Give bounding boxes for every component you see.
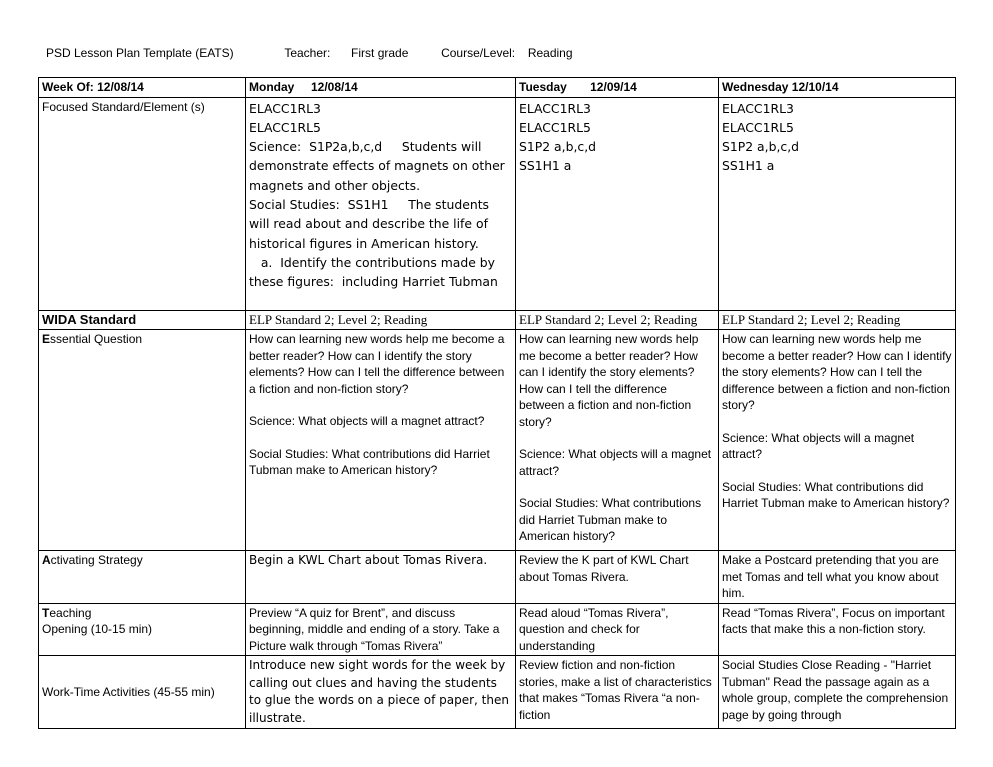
standard-line: ELACC1RL5 bbox=[722, 119, 794, 135]
question-paragraph: How can learning new words help me become a better reader? How can I identify the story elements? How can I tell the difference between a fiction and non-fiction story? bbox=[249, 332, 505, 396]
worktime-row bbox=[39, 656, 956, 729]
teacher-value: First grade bbox=[351, 46, 409, 60]
essential-question-label bbox=[39, 330, 246, 551]
wida-row bbox=[39, 310, 956, 330]
wednesday-header: Wednesday 12/10/14 bbox=[719, 78, 956, 98]
tuesday-essential-cell bbox=[516, 330, 719, 551]
wednesday-wida-cell: ELP Standard 2; Level 2; Reading bbox=[719, 310, 956, 330]
monday-worktime-cell: Introduce new sight words for the week by calling out clues and having the students to glue the words on a piece of paper, then illustrate. bbox=[246, 656, 516, 729]
lesson-plan-table bbox=[38, 77, 956, 729]
standard-row bbox=[39, 97, 956, 310]
standard-line: Social Studies: SS1H1 The students will read about and describe the life of historical figures in American history. bbox=[249, 196, 493, 251]
worktime-label: Work-Time Activities (45-55 min) bbox=[39, 656, 246, 729]
activating-row bbox=[39, 551, 956, 604]
wida-label: WIDA Standard bbox=[39, 310, 246, 330]
standard-line: S1P2 a,b,c,d bbox=[519, 139, 596, 155]
standard-line: Science: S1P2a,b,c,d Students will demonstrate effects of magnets on other magnets and other objects. bbox=[249, 139, 509, 193]
teaching-label bbox=[39, 603, 246, 656]
tuesday-worktime-cell: Review fiction and non-fiction stories, make a list of characteristics that makes “Tomas Rivera “a non-fiction bbox=[516, 656, 719, 729]
question-paragraph: How can learning new words help me become a better reader? How can I identify the story elements? How can I tell the difference between a fiction and non-fiction story? bbox=[722, 332, 952, 412]
standard-line: ELACC1RL5 bbox=[519, 119, 591, 135]
question-paragraph: Science: What objects will a magnet attract? bbox=[249, 414, 485, 428]
standard-label: Focused Standard/Element (s) bbox=[39, 97, 246, 310]
tuesday-teaching-cell: Read aloud “Tomas Rivera”, question and check for understanding bbox=[516, 603, 719, 656]
monday-activating-cell: Begin a KWL Chart about Tomas Rivera. bbox=[246, 551, 516, 604]
teaching-sublabel: Opening (10-15 min) bbox=[42, 622, 153, 636]
monday-wida-cell: ELP Standard 2; Level 2; Reading bbox=[246, 310, 516, 330]
question-paragraph: How can learning new words help me become a better reader? How can I identify the story elements? How can I tell the difference between a fiction and non-fiction story? bbox=[519, 332, 699, 429]
standard-line: ELACC1RL3 bbox=[519, 100, 591, 116]
standard-line: a. Identify the contributions made by these figures: including Harriet Tubman bbox=[249, 254, 499, 290]
teaching-label-rest: eaching bbox=[49, 605, 92, 620]
standard-line: S1P2 a,b,c,d bbox=[722, 139, 799, 155]
question-paragraph: Social Studies: What contributions did Harriet Tubman make to American history? bbox=[519, 496, 702, 543]
monday-standard-cell bbox=[246, 97, 516, 310]
activating-label-rest: ctivating Strategy bbox=[50, 553, 143, 567]
standard-line: ELACC1RL3 bbox=[722, 100, 794, 116]
wednesday-essential-cell bbox=[719, 330, 956, 551]
wednesday-standard-cell bbox=[719, 97, 956, 310]
teaching-row bbox=[39, 603, 956, 656]
wednesday-worktime-cell: Social Studies Close Reading - "Harriet Tubman" Read the passage again as a whole group, complete the comprehension page by going through bbox=[719, 656, 956, 729]
tuesday-wida-cell: ELP Standard 2; Level 2; Reading bbox=[516, 310, 719, 330]
standard-line: SS1H1 a bbox=[519, 158, 572, 174]
monday-essential-cell bbox=[246, 330, 516, 551]
tuesday-standard-cell bbox=[516, 97, 719, 310]
document-header bbox=[46, 46, 573, 60]
question-paragraph: Social Studies: What contributions did Harriet Tubman make to American history? bbox=[722, 479, 950, 510]
tuesday-activating-cell: Review the K part of KWL Chart about Tomas Rivera. bbox=[516, 551, 719, 604]
wednesday-teaching-cell: Read “Tomas Rivera”, Focus on important facts that make this a non-fiction story. bbox=[719, 603, 956, 656]
essential-question-row bbox=[39, 330, 956, 551]
monday-header: Monday 12/08/14 bbox=[246, 78, 516, 98]
activating-label bbox=[39, 551, 246, 604]
tuesday-header: Tuesday 12/09/14 bbox=[516, 78, 719, 98]
monday-teaching-cell: Preview “A quiz for Brent”, and discuss beginning, middle and ending of a story. Take a Picture walk through “Tomas Rivera” bbox=[246, 603, 516, 656]
question-paragraph: Social Studies: What contributions did Harriet Tubman make to American history? bbox=[249, 446, 490, 477]
standard-line: ELACC1RL3 bbox=[249, 100, 321, 116]
course-label: Course/Level: bbox=[441, 46, 516, 60]
teacher-label: Teacher: bbox=[284, 46, 331, 60]
wednesday-activating-cell: Make a Postcard pretending that you are met Tomas and tell what you know about him. bbox=[719, 551, 956, 604]
template-title: PSD Lesson Plan Template (EATS) bbox=[46, 46, 234, 60]
standard-line: SS1H1 a bbox=[722, 158, 775, 174]
essential-label-rest: ssential Question bbox=[50, 332, 143, 346]
teaching-initial: T bbox=[42, 605, 50, 620]
activating-initial: A bbox=[42, 553, 51, 567]
essential-initial: E bbox=[42, 332, 51, 346]
week-of-header: Week Of: 12/08/14 bbox=[39, 78, 246, 98]
question-paragraph: Science: What objects will a magnet attract? bbox=[722, 430, 915, 461]
question-paragraph: Science: What objects will a magnet attract? bbox=[519, 447, 712, 478]
course-value: Reading bbox=[527, 46, 573, 60]
standard-line: ELACC1RL5 bbox=[249, 119, 321, 135]
header-row bbox=[39, 78, 956, 98]
